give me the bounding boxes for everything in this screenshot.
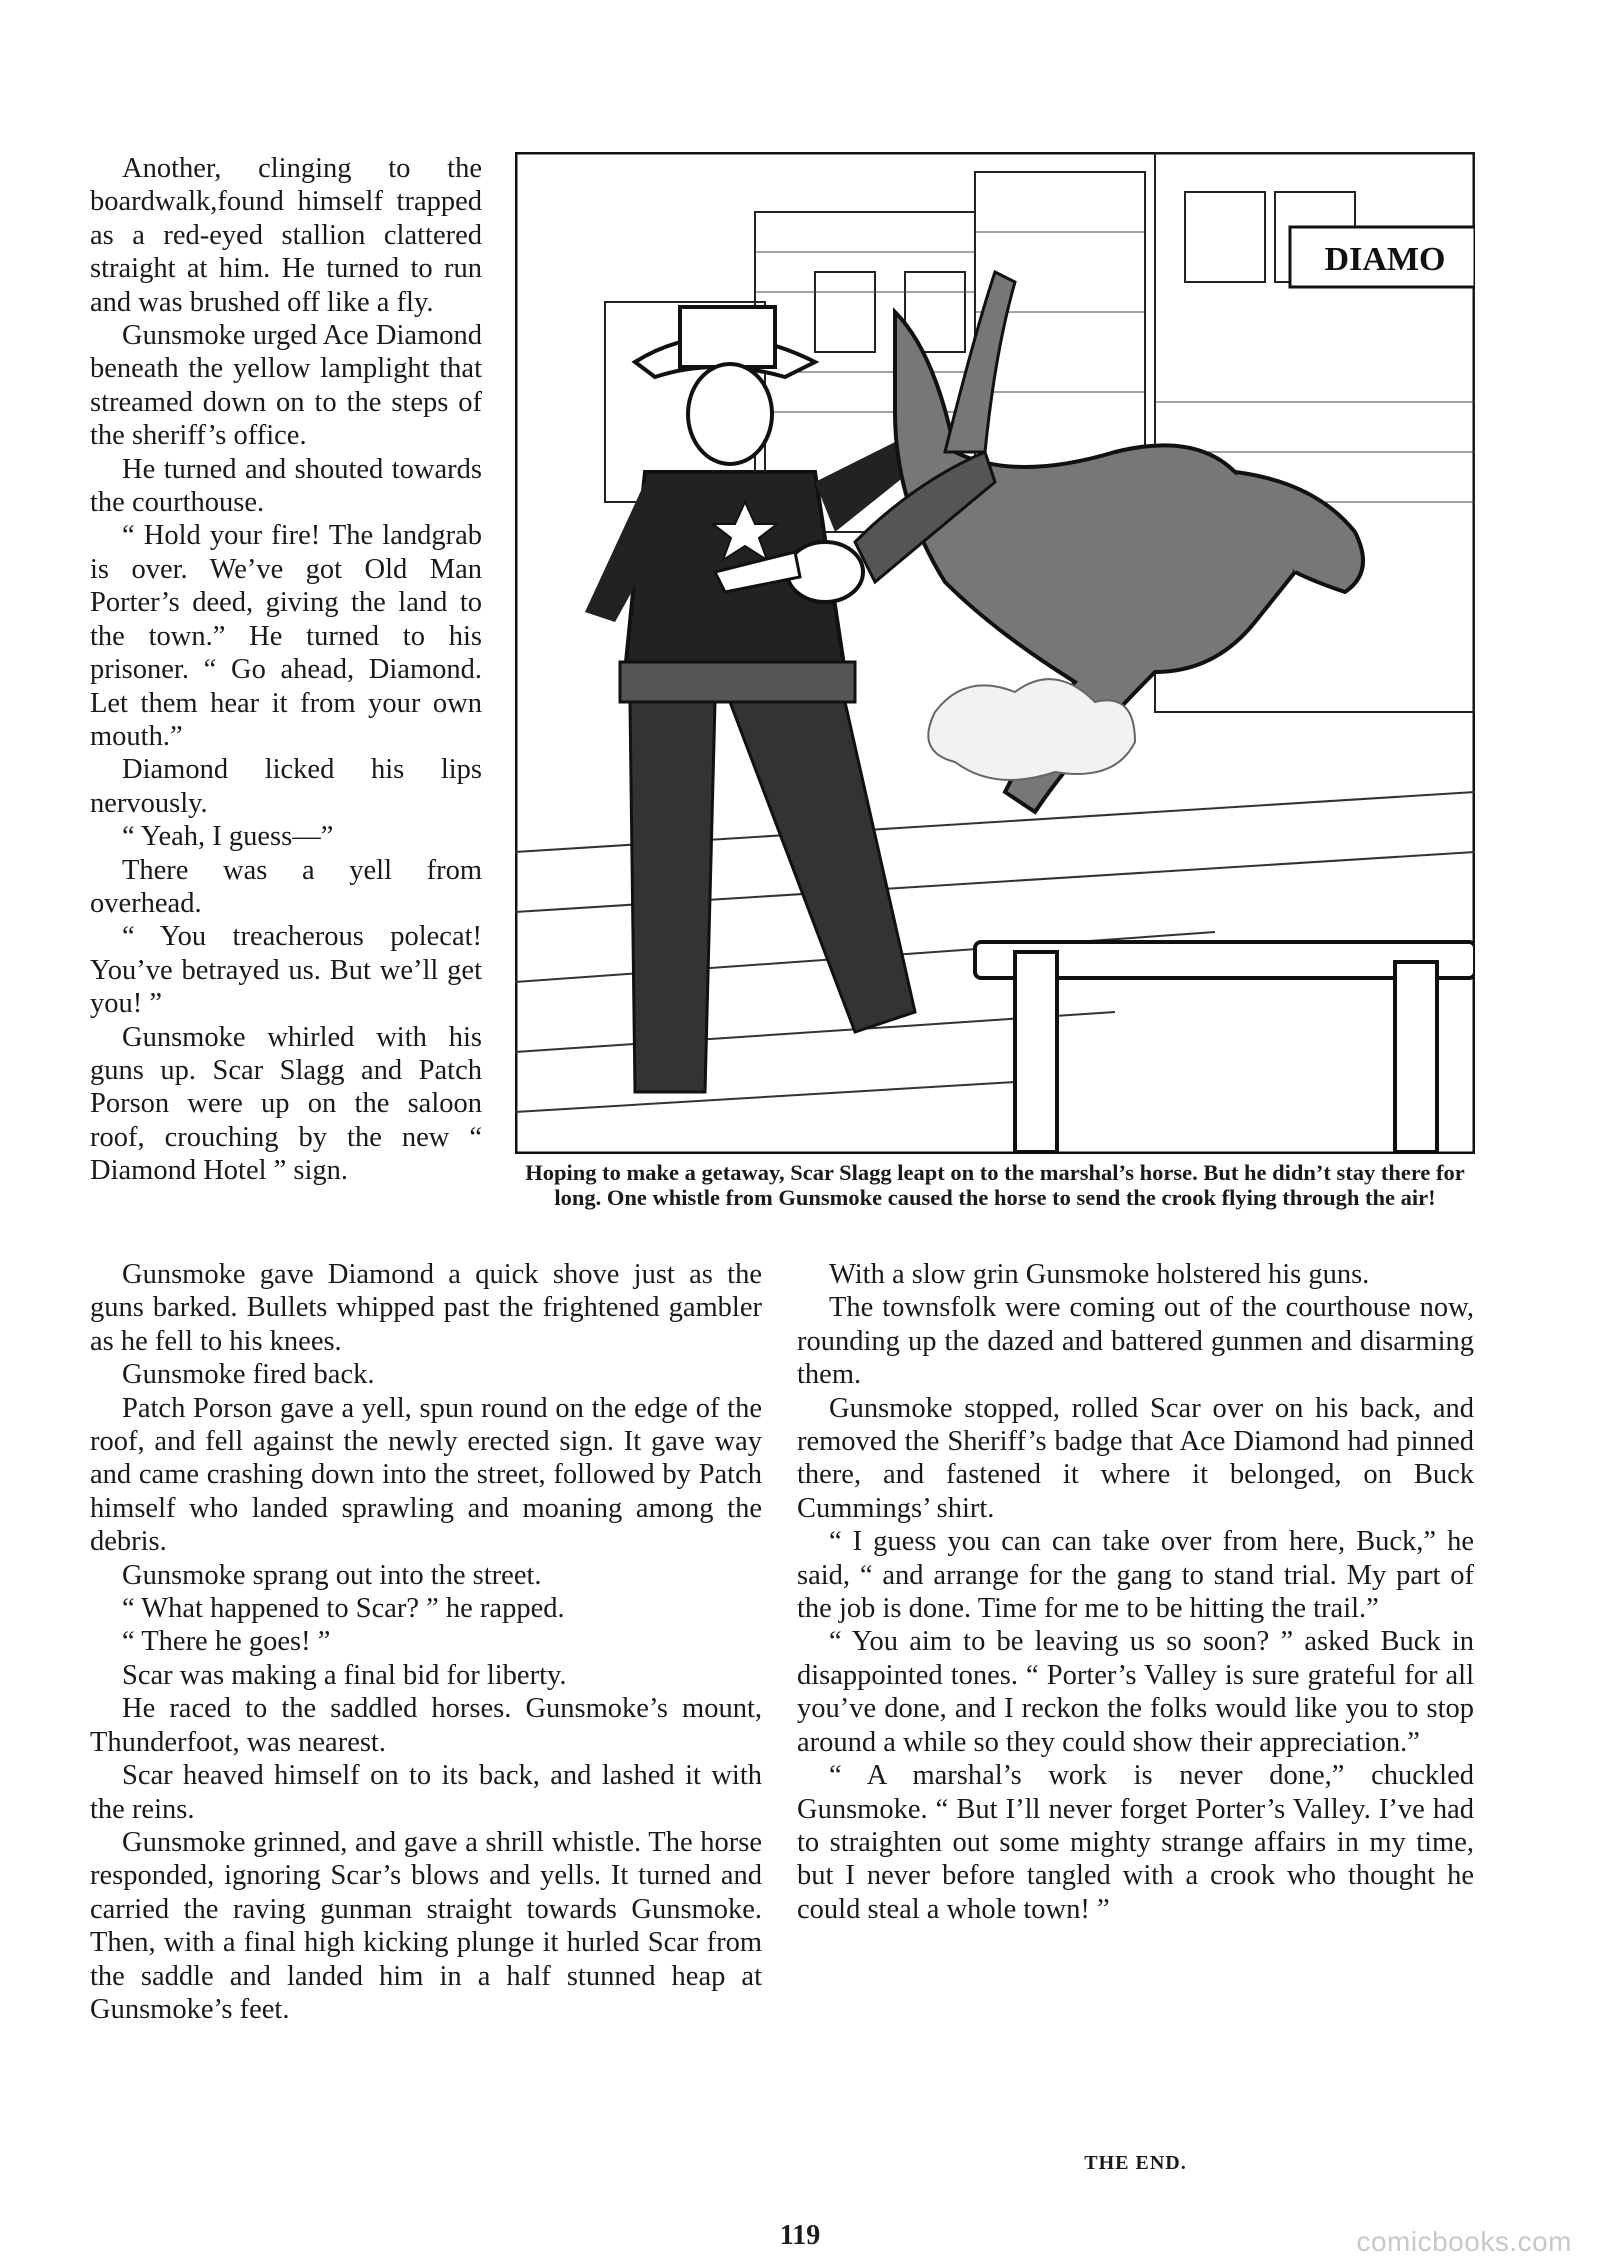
right-column [797,1258,1474,1926]
paragraph: There was a yell from overhead. [90,854,482,919]
paragraph: “ You treacherous polecat! You’ve betrayed us. But we’ll get you! ” [90,921,482,1020]
paragraph: Gunsmoke urged Ace Diamond beneath the yellow lamplight that streamed down on to the steps of the sheriff’s office. [90,320,482,452]
paragraph: Gunsmoke grinned, and gave a shrill whistle. The horse responded, ignoring Scar’s blows and yells. It turned and carried the raving gunman straight towards Gunsmoke. Then, with a final high kicking plunge it hurled Scar from the saddle and landed him in a half stunned heap at Gunsmoke’s feet. [90,1826,762,2025]
paragraph: Gunsmoke fired back. [122,1359,375,1391]
paragraph: “ A marshal’s work is never done,” chuckled Gunsmoke. “ But I’ll never forget Porter’s Valley. I’ve had to straighten out some mighty strange affairs in my time, but I never before tangled with a crook who thought he could steal a whole town! ” [797,1760,1474,1925]
left-top-column [90,152,482,1188]
paragraph: “ Hold your fire! The landgrab is over. We’ve got Old Man Porter’s deed, giving the land to the town.” He turned to his prisoner. “ Go ahead, Diamond. Let them hear it from your own mouth.” [90,520,482,752]
paragraph: Gunsmoke stopped, rolled Scar over on his back, and removed the Sheriff’s badge that Ace Diamond had pinned there, and fastened it where it belonged, on Buck Cummings’ shirt. [797,1392,1474,1524]
paragraph: He raced to the saddled horses. Gunsmoke’s mount, Thunderfoot, was nearest. [90,1693,762,1758]
illustration-caption: Hoping to make a getaway, Scar Slagg leapt on to the marshal’s horse. But he didn’t stay there for long. One whistle from Gunsmoke caused the horse to send the crook flying through the air! [525,1160,1465,1210]
paragraph: “ You aim to be leaving us so soon? ” asked Buck in disappointed tones. “ Porter’s Valley is sure grateful for all you’ve done, and I reckon the folks would like you to stop around a while so they could show their appreciation.” [797,1626,1474,1758]
paragraph: “ I guess you can can take over from here, Buck,” he said, “ and arrange for the gang to stand trial. My part of the job is done. Time for me to be hitting the trail.” [797,1526,1474,1625]
paragraph: The townsfolk were coming out of the courthouse now, rounding up the dazed and battered gunmen and disarming them. [797,1292,1474,1391]
saloon-sign-text: DIAMO [1324,241,1446,278]
page-number: 119 [779,2220,821,2251]
paragraph: “ Yeah, I guess—” [122,821,334,853]
paragraph: “ What happened to Scar? ” he rapped. [122,1593,565,1625]
paragraph: He turned and shouted towards the courthouse. [90,453,482,519]
paragraph: Patch Porson gave a yell, spun round on the edge of the roof, and fell against the newly erected sign. It gave way and came crashing down into the street, followed by Patch himself who landed sprawling and moaning among the debris. [90,1392,762,1558]
the-end-label: THE END. [1084,2152,1187,2174]
paragraph: Diamond licked his lips nervously. [90,754,482,819]
paragraph: Another, clinging to the boardwalk,found himself trapped as a red-eyed stallion clattered straight at him. He turned to run and was brushed off like a fly. [90,153,482,318]
paragraph: With a slow grin Gunsmoke holstered his guns. [829,1259,1370,1290]
paragraph: “ There he goes! ” [122,1626,331,1658]
western-illustration [515,152,1475,1154]
paragraph: Scar heaved himself on to its back, and lashed it with the reins. [90,1760,762,1825]
paragraph: Scar was making a final bid for liberty. [122,1659,567,1691]
left-bottom-column [90,1258,762,2026]
watermark: comicbooks.com [1356,2226,1572,2257]
paragraph: Gunsmoke whirled with his guns up. Scar Slagg and Patch Porson were up on the saloon roof, crouching by the new “ Diamond Hotel ” sign. [90,1021,482,1187]
paragraph: Gunsmoke gave Diamond a quick shove just as the guns barked. Bullets whipped past the frightened gambler as he fell to his knees. [90,1259,762,1357]
paragraph: Gunsmoke sprang out into the street. [122,1559,542,1591]
